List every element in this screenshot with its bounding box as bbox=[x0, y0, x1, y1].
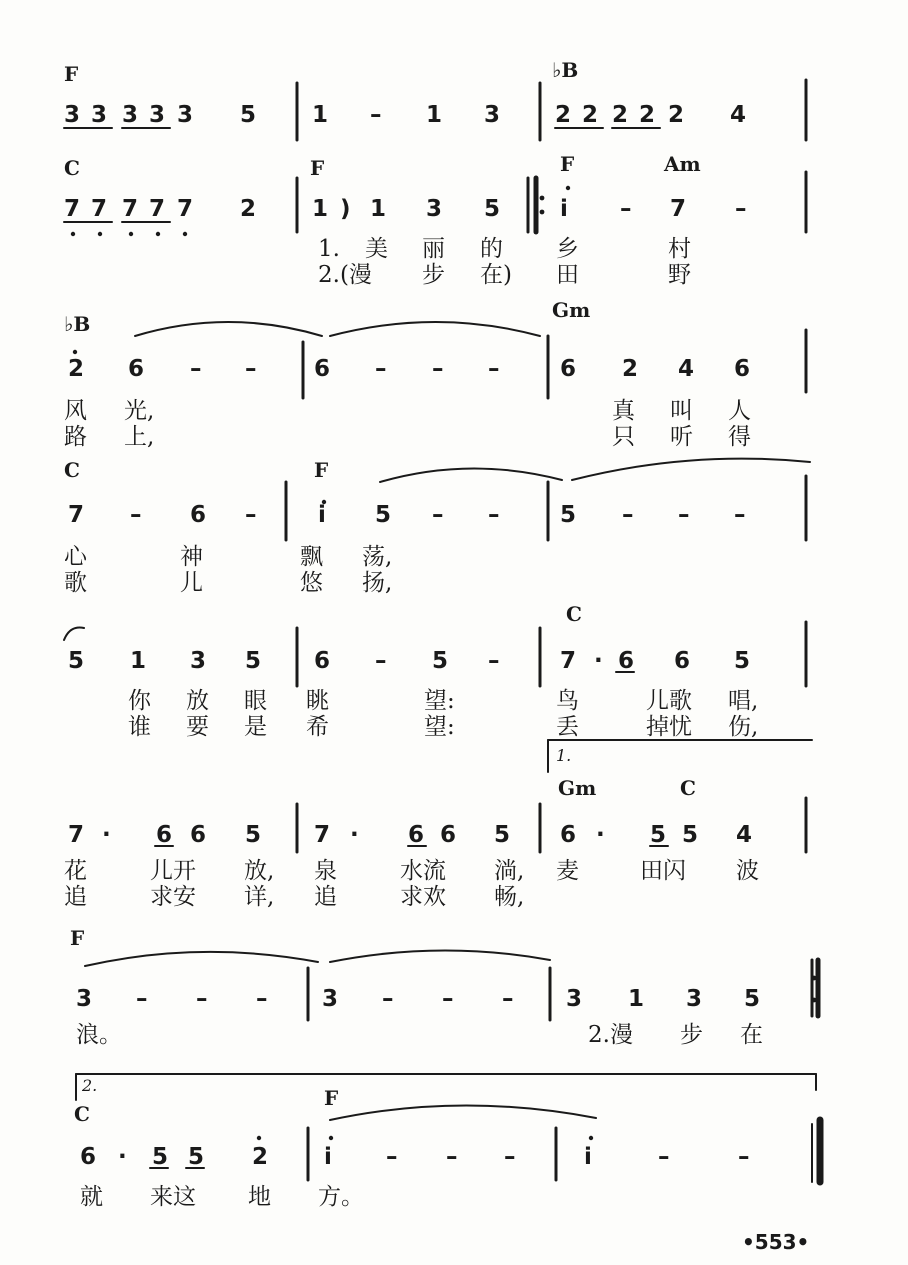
lyric: 方。 bbox=[318, 1184, 364, 1210]
note: 2 bbox=[612, 102, 629, 128]
note: 6 bbox=[734, 356, 751, 382]
note: – bbox=[678, 502, 690, 528]
chord-symbol: ♭B bbox=[64, 312, 91, 336]
note: 4 bbox=[736, 822, 753, 848]
lyric: 路 bbox=[64, 424, 87, 450]
note: – bbox=[442, 986, 454, 1012]
note: 6 bbox=[408, 822, 425, 848]
note: 7 bbox=[122, 196, 139, 222]
note: – bbox=[375, 356, 387, 382]
lyric: 地 bbox=[248, 1184, 271, 1210]
note: 7 bbox=[149, 196, 166, 222]
note: – bbox=[620, 196, 632, 222]
lyric: 荡, bbox=[362, 544, 393, 570]
lyric: 1. bbox=[318, 236, 340, 262]
note: 1 bbox=[628, 986, 645, 1012]
note: – bbox=[488, 502, 500, 528]
note: ) bbox=[340, 196, 351, 222]
note: 2 bbox=[240, 196, 257, 222]
note: 6 bbox=[560, 822, 577, 848]
chord-symbol: Gm bbox=[552, 298, 591, 322]
note: 2 bbox=[68, 356, 85, 382]
note: 6 bbox=[560, 356, 577, 382]
note: 3 bbox=[177, 102, 194, 128]
lyric: 只 bbox=[612, 424, 635, 450]
chord-symbol: C bbox=[566, 602, 582, 626]
note: – bbox=[488, 648, 500, 674]
note: · bbox=[102, 822, 111, 848]
note: 3 bbox=[484, 102, 501, 128]
lyric: 听 bbox=[670, 424, 693, 450]
lyric: 得 bbox=[728, 424, 751, 450]
note: 2 bbox=[622, 356, 639, 382]
note: – bbox=[375, 648, 387, 674]
lyric: 人 bbox=[728, 398, 751, 424]
lyric: 2.(漫 bbox=[318, 262, 372, 288]
note: – bbox=[245, 502, 257, 528]
lyric: 风 bbox=[64, 398, 87, 424]
note: – bbox=[382, 986, 394, 1012]
lyric: 花 bbox=[64, 858, 87, 884]
lyric: 田闪 bbox=[640, 858, 686, 884]
lyric: 详, bbox=[244, 884, 275, 910]
note: – bbox=[504, 1144, 516, 1170]
lyric: 歌 bbox=[64, 570, 87, 596]
lyric: 心 bbox=[64, 544, 87, 570]
note: 6 bbox=[156, 822, 173, 848]
chord-symbol: F bbox=[560, 152, 575, 176]
lyric: 望: bbox=[424, 688, 455, 714]
lyric: 你 bbox=[128, 688, 151, 714]
lyric: 希 bbox=[306, 714, 329, 740]
lyric: 悠 bbox=[300, 570, 323, 596]
lyric: 鸟 bbox=[556, 688, 579, 714]
lyric: 求欢 bbox=[400, 884, 446, 910]
lyric: 水流 bbox=[400, 858, 446, 884]
chord-symbol: C bbox=[680, 776, 696, 800]
lyric: 在) bbox=[480, 262, 512, 288]
note: 5 bbox=[152, 1144, 169, 1170]
note: 3 bbox=[322, 986, 339, 1012]
chord-symbol: Am bbox=[664, 152, 701, 176]
lyric: 真 bbox=[612, 398, 635, 424]
note: – bbox=[432, 356, 444, 382]
note: 5 bbox=[494, 822, 511, 848]
note: 4 bbox=[678, 356, 695, 382]
note: – bbox=[735, 196, 747, 222]
note: – bbox=[256, 986, 268, 1012]
lyric: 放, bbox=[244, 858, 275, 884]
note: 5 bbox=[375, 502, 392, 528]
lyric: 儿 bbox=[180, 570, 203, 596]
note: 6 bbox=[128, 356, 145, 382]
note: 3 bbox=[91, 102, 108, 128]
lyric: 唱, bbox=[728, 688, 759, 714]
chord-symbol: ♭B bbox=[552, 58, 579, 82]
chord-symbol: F bbox=[310, 156, 325, 180]
note: 7 bbox=[64, 196, 81, 222]
note: 2 bbox=[639, 102, 656, 128]
note: 5 bbox=[245, 822, 262, 848]
lyric: 神 bbox=[180, 544, 203, 570]
note: – bbox=[446, 1144, 458, 1170]
note: 5 bbox=[68, 648, 85, 674]
note: 2 bbox=[252, 1144, 269, 1170]
note: – bbox=[658, 1144, 670, 1170]
note: 6 bbox=[314, 648, 331, 674]
lyric: 眼 bbox=[244, 688, 267, 714]
lyric: 麦 bbox=[556, 858, 579, 884]
note: 6 bbox=[190, 502, 207, 528]
lyric: 谁 bbox=[128, 714, 151, 740]
chord-symbol: Gm bbox=[558, 776, 597, 800]
note: 6 bbox=[440, 822, 457, 848]
note: · bbox=[596, 822, 605, 848]
note: 5 bbox=[682, 822, 699, 848]
note: 2 bbox=[668, 102, 685, 128]
lyric: 浪。 bbox=[76, 1022, 122, 1048]
note: 5 bbox=[245, 648, 262, 674]
lyric: 追 bbox=[314, 884, 337, 910]
note: – bbox=[622, 502, 634, 528]
note: 5 bbox=[484, 196, 501, 222]
note: – bbox=[190, 356, 202, 382]
lyric: 的 bbox=[480, 236, 503, 262]
note: 6 bbox=[190, 822, 207, 848]
note: 6 bbox=[618, 648, 635, 674]
note: 3 bbox=[566, 986, 583, 1012]
lyric: 儿歌 bbox=[646, 688, 692, 714]
lyric: 淌, bbox=[494, 858, 525, 884]
lyric: 步 bbox=[422, 262, 445, 288]
lyric: 掉忧 bbox=[646, 714, 692, 740]
lyric: 扬, bbox=[362, 570, 393, 596]
note: i bbox=[318, 502, 326, 528]
lyric: 丢 bbox=[556, 714, 579, 740]
lyric: 上, bbox=[124, 424, 155, 450]
note: – bbox=[386, 1144, 398, 1170]
note: 3 bbox=[76, 986, 93, 1012]
note: 7 bbox=[314, 822, 331, 848]
chord-symbol: F bbox=[64, 62, 79, 86]
note: – bbox=[488, 356, 500, 382]
note: i bbox=[584, 1144, 592, 1170]
chord-symbol: F bbox=[314, 458, 329, 482]
note: 5 bbox=[432, 648, 449, 674]
note: · bbox=[118, 1144, 127, 1170]
note: 7 bbox=[91, 196, 108, 222]
lyric: 光, bbox=[124, 398, 155, 424]
lyric: 求安 bbox=[150, 884, 196, 910]
lyric: 儿开 bbox=[150, 858, 196, 884]
chord-symbol: C bbox=[74, 1102, 90, 1126]
note: – bbox=[502, 986, 514, 1012]
note: – bbox=[245, 356, 257, 382]
lyric: 畅, bbox=[494, 884, 525, 910]
lyric: 飘 bbox=[300, 544, 323, 570]
lyric: 乡 bbox=[556, 236, 579, 262]
note: 1 bbox=[312, 102, 329, 128]
lyric: 放 bbox=[186, 688, 209, 714]
note: 3 bbox=[149, 102, 166, 128]
note: 1 bbox=[426, 102, 443, 128]
note: 7 bbox=[560, 648, 577, 674]
note: – bbox=[734, 502, 746, 528]
note: 7 bbox=[68, 822, 85, 848]
note: 7 bbox=[177, 196, 194, 222]
note: 1 bbox=[130, 648, 147, 674]
chord-symbol: C bbox=[64, 156, 80, 180]
note: 1 bbox=[312, 196, 329, 222]
note: 3 bbox=[190, 648, 207, 674]
note: 1 bbox=[370, 196, 387, 222]
lyric: 就 bbox=[80, 1184, 103, 1210]
lyric: 追 bbox=[64, 884, 87, 910]
note: 2 bbox=[555, 102, 572, 128]
lyric: 望: bbox=[424, 714, 455, 740]
chord-symbol: F bbox=[324, 1086, 339, 1110]
lyric: 2.漫 bbox=[588, 1022, 633, 1048]
lyric: 野 bbox=[668, 262, 691, 288]
note: 5 bbox=[734, 648, 751, 674]
volta-label: 1. bbox=[556, 746, 572, 765]
lyric: 美 bbox=[365, 236, 388, 262]
note: – bbox=[130, 502, 142, 528]
note: · bbox=[350, 822, 359, 848]
note: i bbox=[560, 196, 568, 222]
note: 5 bbox=[560, 502, 577, 528]
page-number: •553• bbox=[742, 1230, 810, 1254]
note: 3 bbox=[426, 196, 443, 222]
lyric: 伤, bbox=[728, 714, 759, 740]
note: 5 bbox=[650, 822, 667, 848]
lyric: 田 bbox=[556, 262, 579, 288]
lyric: 在 bbox=[740, 1022, 763, 1048]
chord-symbol: F bbox=[70, 926, 85, 950]
note: 2 bbox=[582, 102, 599, 128]
note: 5 bbox=[188, 1144, 205, 1170]
note: · bbox=[594, 648, 603, 674]
lyric: 波 bbox=[736, 858, 759, 884]
note: 7 bbox=[670, 196, 687, 222]
lyric: 是 bbox=[244, 714, 267, 740]
note: 3 bbox=[686, 986, 703, 1012]
note: – bbox=[738, 1144, 750, 1170]
note: 3 bbox=[122, 102, 139, 128]
note: 6 bbox=[314, 356, 331, 382]
note: – bbox=[370, 102, 382, 128]
lyric: 步 bbox=[680, 1022, 703, 1048]
lyric: 村 bbox=[668, 236, 691, 262]
lyric: 要 bbox=[186, 714, 209, 740]
note: 5 bbox=[240, 102, 257, 128]
note: – bbox=[136, 986, 148, 1012]
note: i bbox=[324, 1144, 332, 1170]
note: 5 bbox=[744, 986, 761, 1012]
lyric: 丽 bbox=[422, 236, 445, 262]
lyric: 眺 bbox=[306, 688, 329, 714]
note: 4 bbox=[730, 102, 747, 128]
note: 7 bbox=[68, 502, 85, 528]
lyric: 来这 bbox=[150, 1184, 196, 1210]
lyric: 泉 bbox=[314, 858, 337, 884]
chord-symbol: C bbox=[64, 458, 80, 482]
lyric: 叫 bbox=[670, 398, 693, 424]
note: 6 bbox=[674, 648, 691, 674]
note: – bbox=[432, 502, 444, 528]
note: 3 bbox=[64, 102, 81, 128]
volta-label: 2. bbox=[82, 1076, 98, 1095]
note: 6 bbox=[80, 1144, 97, 1170]
note: – bbox=[196, 986, 208, 1012]
